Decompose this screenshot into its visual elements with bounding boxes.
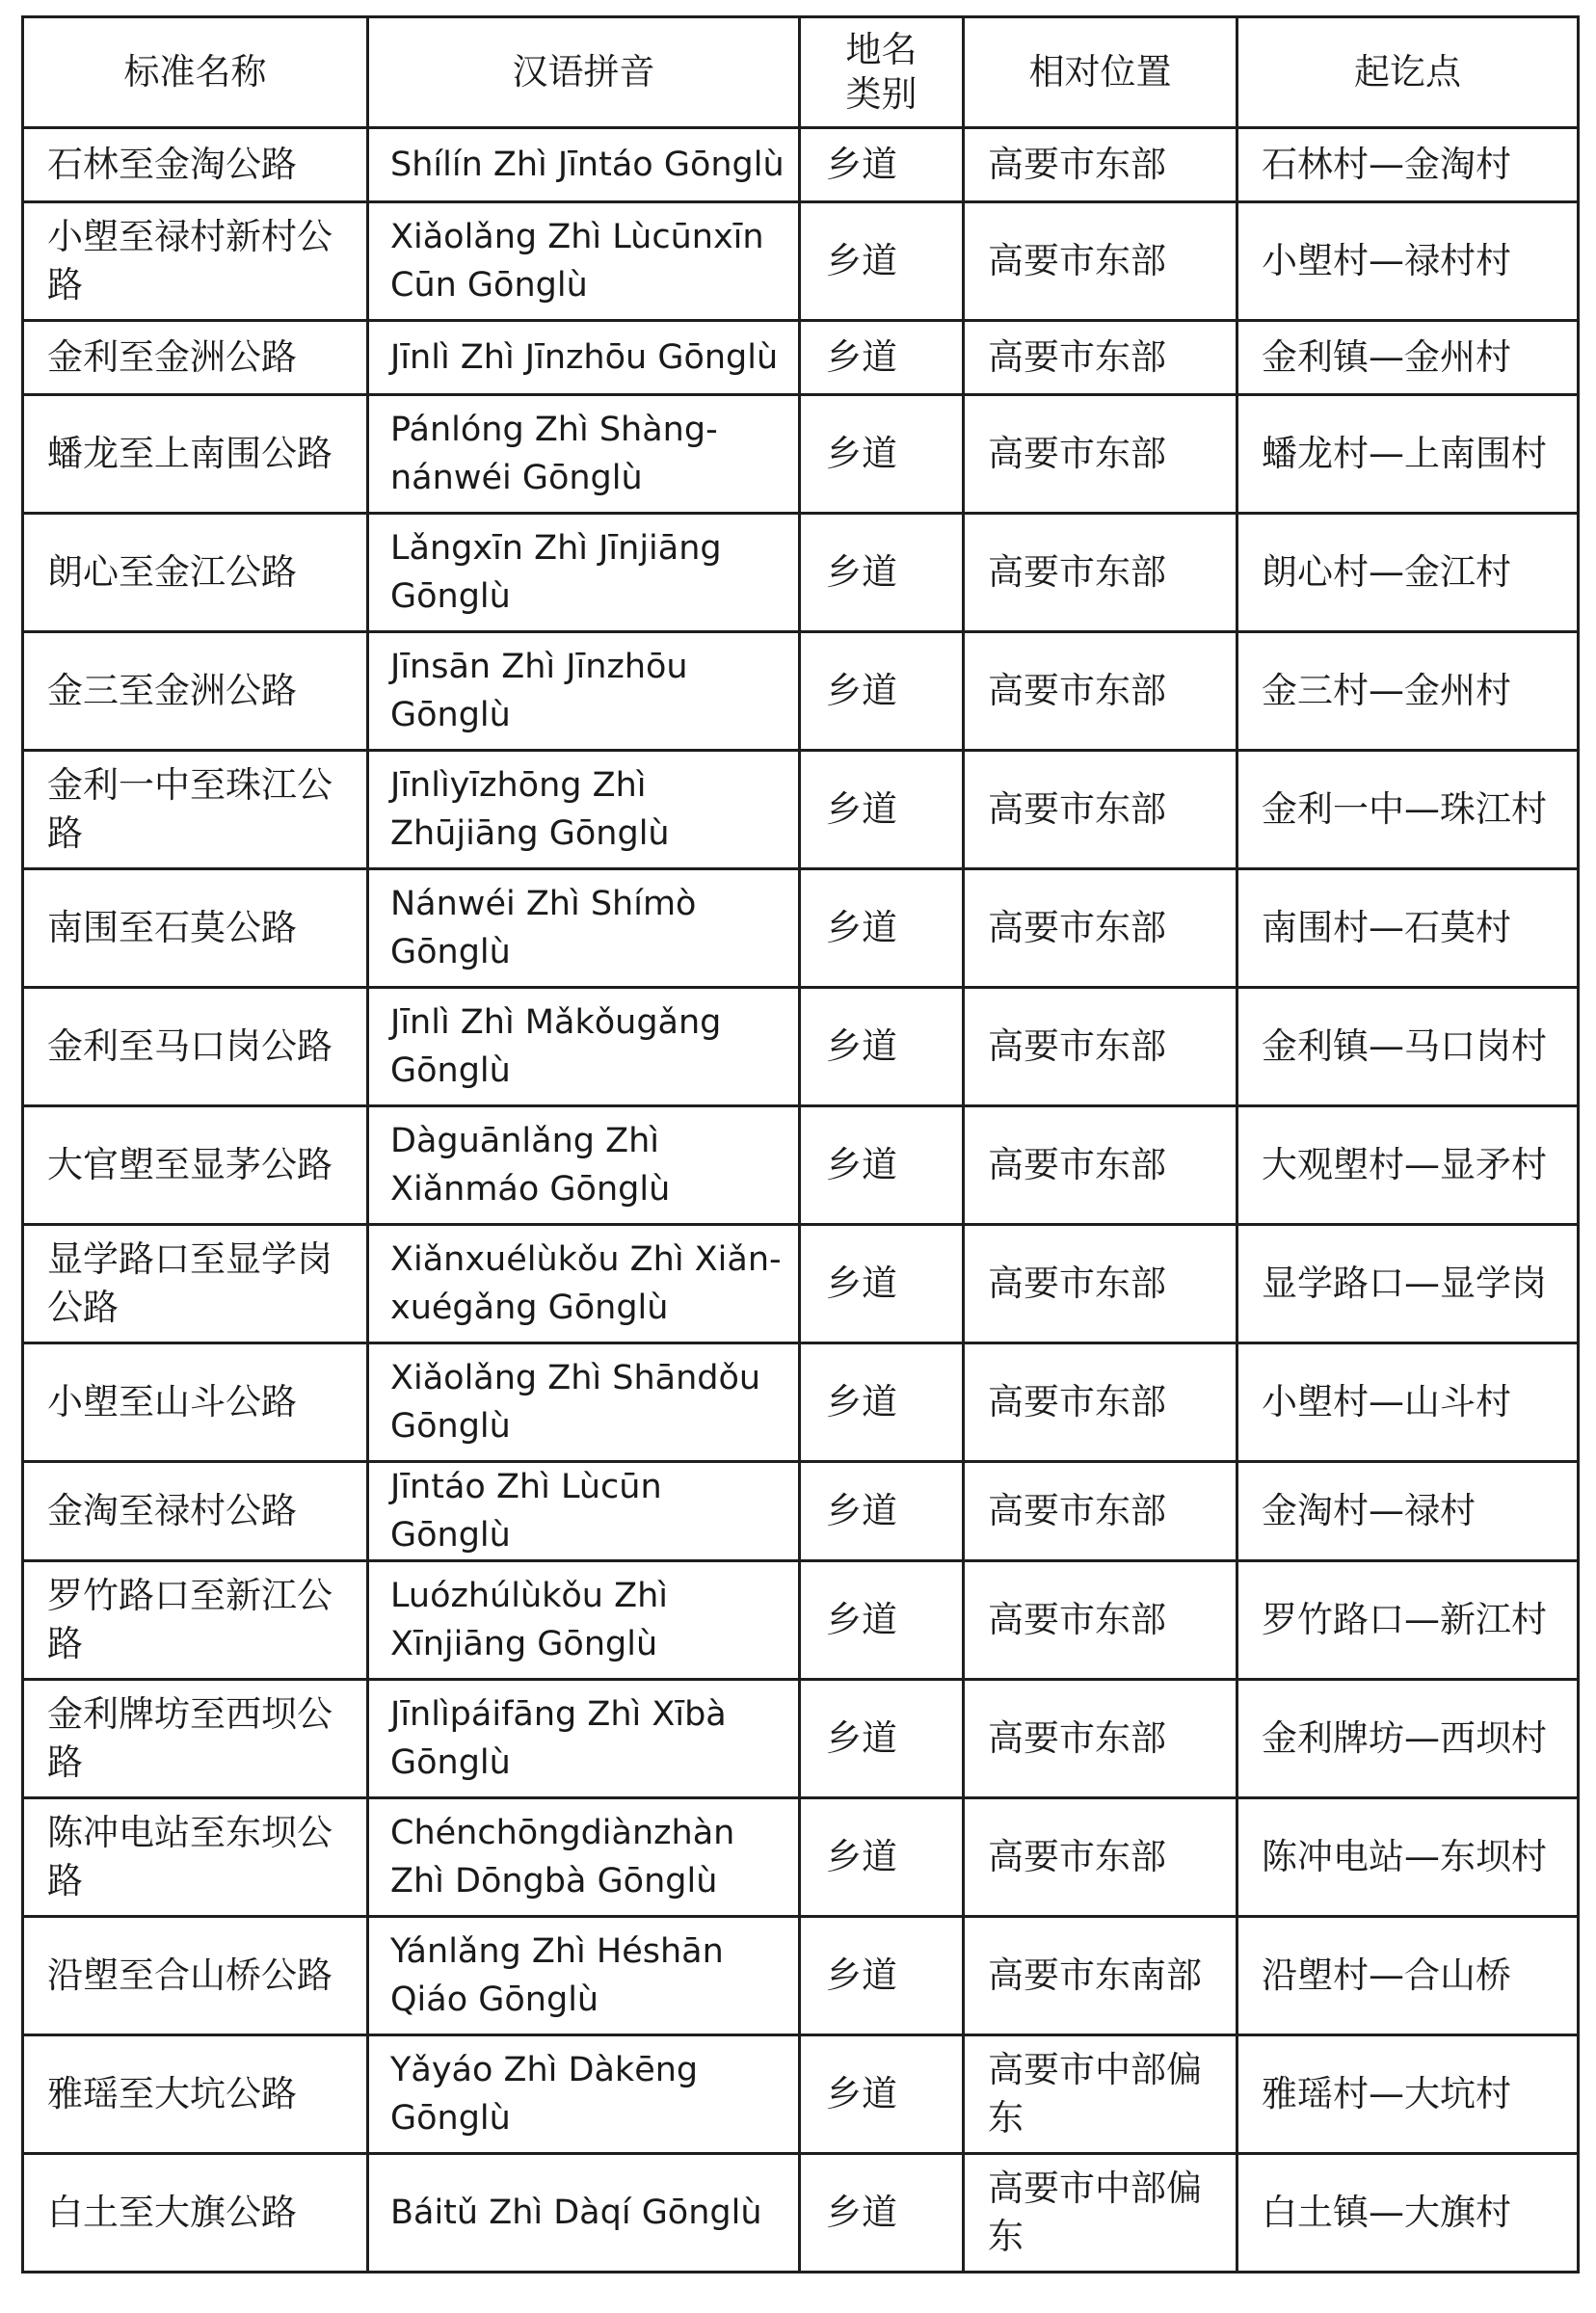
- cell-relative-position: 高要市中部偏东: [964, 2035, 1237, 2154]
- cell-standard-name: 金三至金洲公路: [23, 632, 368, 751]
- cell-relative-position: 高要市东部: [964, 1462, 1237, 1561]
- cell-standard-name: 金利至金洲公路: [23, 321, 368, 395]
- cell-standard-name: 显学路口至显学岗公路: [23, 1225, 368, 1343]
- cell-relative-position: 高要市东南部: [964, 1917, 1237, 2035]
- table-row: [23, 751, 1579, 869]
- cell-endpoints: 小塱村—禄村村: [1237, 202, 1579, 321]
- cell-endpoints: 金利一中—珠江村: [1237, 751, 1579, 869]
- cell-relative-position: 高要市东部: [964, 1680, 1237, 1798]
- table-row: [23, 202, 1579, 321]
- cell-endpoints: 蟠龙村—上南围村: [1237, 395, 1579, 514]
- table-row: [23, 321, 1579, 395]
- cell-relative-position: 高要市东部: [964, 869, 1237, 988]
- cell-category: 乡道: [800, 1798, 964, 1917]
- cell-category: 乡道: [800, 128, 964, 202]
- cell-category: 乡道: [800, 1343, 964, 1462]
- cell-endpoints: 罗竹路口—新江村: [1237, 1561, 1579, 1680]
- table-row: [23, 2154, 1579, 2273]
- cell-pinyin: Nánwéi Zhì Shímò Gōnglù: [368, 869, 800, 988]
- header-category-text: 地名 类别: [845, 29, 918, 115]
- cell-endpoints: 金利牌坊—西坝村: [1237, 1680, 1579, 1798]
- cell-pinyin: Xiǎnxuélùkǒu Zhì Xiǎn-xuégǎng Gōnglù: [368, 1225, 800, 1343]
- cell-category: 乡道: [800, 202, 964, 321]
- table-row: [23, 1106, 1579, 1225]
- cell-pinyin: Dàguānlǎng Zhì Xiǎnmáo Gōnglù: [368, 1106, 800, 1225]
- cell-endpoints: 沿塱村—合山桥: [1237, 1917, 1579, 2035]
- header-standard-name: 标准名称: [23, 17, 368, 128]
- place-name-table: [21, 15, 1580, 2273]
- cell-endpoints: 陈冲电站—东坝村: [1237, 1798, 1579, 1917]
- cell-relative-position: 高要市东部: [964, 1798, 1237, 1917]
- table-row: [23, 2035, 1579, 2154]
- cell-endpoints: 白土镇—大旗村: [1237, 2154, 1579, 2273]
- cell-category: 乡道: [800, 1462, 964, 1561]
- cell-standard-name: 罗竹路口至新江公路: [23, 1561, 368, 1680]
- header-pinyin: 汉语拼音: [368, 17, 800, 128]
- cell-category: 乡道: [800, 2154, 964, 2273]
- cell-relative-position: 高要市东部: [964, 321, 1237, 395]
- cell-standard-name: 大官塱至显茅公路: [23, 1106, 368, 1225]
- cell-pinyin: Pánlóng Zhì Shàng-nánwéi Gōnglù: [368, 395, 800, 514]
- cell-relative-position: 高要市东部: [964, 202, 1237, 321]
- cell-category: 乡道: [800, 1917, 964, 2035]
- table-row: [23, 128, 1579, 202]
- cell-relative-position: 高要市东部: [964, 751, 1237, 869]
- cell-relative-position: 高要市东部: [964, 128, 1237, 202]
- cell-relative-position: 高要市东部: [964, 1343, 1237, 1462]
- cell-endpoints: 金三村—金州村: [1237, 632, 1579, 751]
- cell-pinyin: Jīntáo Zhì Lùcūn Gōnglù: [368, 1462, 800, 1561]
- cell-endpoints: 南围村—石莫村: [1237, 869, 1579, 988]
- table-row: [23, 988, 1579, 1106]
- cell-relative-position: 高要市东部: [964, 514, 1237, 632]
- cell-relative-position: 高要市东部: [964, 395, 1237, 514]
- cell-pinyin: Lǎngxīn Zhì Jīnjiāng Gōnglù: [368, 514, 800, 632]
- cell-pinyin: Jīnlìpáifāng Zhì Xībà Gōnglù: [368, 1680, 800, 1798]
- cell-category: 乡道: [800, 514, 964, 632]
- cell-pinyin: Yánlǎng Zhì Héshān Qiáo Gōnglù: [368, 1917, 800, 2035]
- cell-standard-name: 金淘至禄村公路: [23, 1462, 368, 1561]
- cell-category: 乡道: [800, 1680, 964, 1798]
- cell-standard-name: 沿塱至合山桥公路: [23, 1917, 368, 2035]
- cell-standard-name: 金利牌坊至西坝公路: [23, 1680, 368, 1798]
- table-row: [23, 395, 1579, 514]
- cell-standard-name: 白土至大旗公路: [23, 2154, 368, 2273]
- cell-endpoints: 金利镇—金州村: [1237, 321, 1579, 395]
- table-row: [23, 1798, 1579, 1917]
- cell-pinyin: Jīnlì Zhì Mǎkǒugǎng Gōnglù: [368, 988, 800, 1106]
- table-row: [23, 632, 1579, 751]
- cell-standard-name: 小塱至山斗公路: [23, 1343, 368, 1462]
- cell-pinyin: Xiǎolǎng Zhì Shāndǒu Gōnglù: [368, 1343, 800, 1462]
- table-row: [23, 1225, 1579, 1343]
- cell-standard-name: 朗心至金江公路: [23, 514, 368, 632]
- cell-pinyin: Yǎyáo Zhì Dàkēng Gōnglù: [368, 2035, 800, 2154]
- cell-standard-name: 南围至石莫公路: [23, 869, 368, 988]
- cell-standard-name: 金利至马口岗公路: [23, 988, 368, 1106]
- cell-endpoints: 雅瑶村—大坑村: [1237, 2035, 1579, 2154]
- cell-endpoints: 显学路口—显学岗: [1237, 1225, 1579, 1343]
- cell-category: 乡道: [800, 751, 964, 869]
- cell-relative-position: 高要市东部: [964, 1106, 1237, 1225]
- cell-pinyin: Xiǎolǎng Zhì Lùcūnxīn Cūn Gōnglù: [368, 202, 800, 321]
- cell-pinyin: Luózhúlùkǒu Zhì Xīnjiāng Gōnglù: [368, 1561, 800, 1680]
- table-header-row: [23, 17, 1579, 128]
- cell-category: 乡道: [800, 1106, 964, 1225]
- cell-endpoints: 小塱村—山斗村: [1237, 1343, 1579, 1462]
- header-endpoints: 起讫点: [1237, 17, 1579, 128]
- cell-pinyin: Chénchōngdiànzhàn Zhì Dōngbà Gōnglù: [368, 1798, 800, 1917]
- cell-endpoints: 金淘村—禄村: [1237, 1462, 1579, 1561]
- table-body: [23, 128, 1579, 2273]
- cell-pinyin: Jīnlìyīzhōng Zhì Zhūjiāng Gōnglù: [368, 751, 800, 869]
- cell-category: 乡道: [800, 321, 964, 395]
- cell-pinyin: Shílín Zhì Jīntáo Gōnglù: [368, 128, 800, 202]
- header-category: [800, 17, 964, 128]
- table-row: [23, 1561, 1579, 1680]
- header-relative-position: 相对位置: [964, 17, 1237, 128]
- cell-category: 乡道: [800, 988, 964, 1106]
- table-row: [23, 1343, 1579, 1462]
- cell-relative-position: 高要市东部: [964, 1225, 1237, 1343]
- table-row: [23, 1680, 1579, 1798]
- cell-standard-name: 陈冲电站至东坝公路: [23, 1798, 368, 1917]
- place-name-table-container: [21, 15, 1580, 2273]
- cell-category: 乡道: [800, 1561, 964, 1680]
- cell-category: 乡道: [800, 395, 964, 514]
- cell-standard-name: 石林至金淘公路: [23, 128, 368, 202]
- cell-category: 乡道: [800, 632, 964, 751]
- cell-category: 乡道: [800, 1225, 964, 1343]
- table-row: [23, 1462, 1579, 1561]
- cell-standard-name: 金利一中至珠江公路: [23, 751, 368, 869]
- cell-endpoints: 金利镇—马口岗村: [1237, 988, 1579, 1106]
- cell-standard-name: 雅瑶至大坑公路: [23, 2035, 368, 2154]
- cell-relative-position: 高要市中部偏东: [964, 2154, 1237, 2273]
- cell-pinyin: Báitǔ Zhì Dàqí Gōnglù: [368, 2154, 800, 2273]
- table-row: [23, 869, 1579, 988]
- table-row: [23, 1917, 1579, 2035]
- cell-category: 乡道: [800, 2035, 964, 2154]
- cell-endpoints: 大观塱村—显矛村: [1237, 1106, 1579, 1225]
- cell-pinyin: Jīnsān Zhì Jīnzhōu Gōnglù: [368, 632, 800, 751]
- cell-standard-name: 蟠龙至上南围公路: [23, 395, 368, 514]
- cell-pinyin: Jīnlì Zhì Jīnzhōu Gōnglù: [368, 321, 800, 395]
- cell-relative-position: 高要市东部: [964, 1561, 1237, 1680]
- table-row: [23, 514, 1579, 632]
- cell-standard-name: 小塱至禄村新村公路: [23, 202, 368, 321]
- cell-category: 乡道: [800, 869, 964, 988]
- cell-endpoints: 朗心村—金江村: [1237, 514, 1579, 632]
- cell-relative-position: 高要市东部: [964, 632, 1237, 751]
- cell-endpoints: 石林村—金淘村: [1237, 128, 1579, 202]
- cell-relative-position: 高要市东部: [964, 988, 1237, 1106]
